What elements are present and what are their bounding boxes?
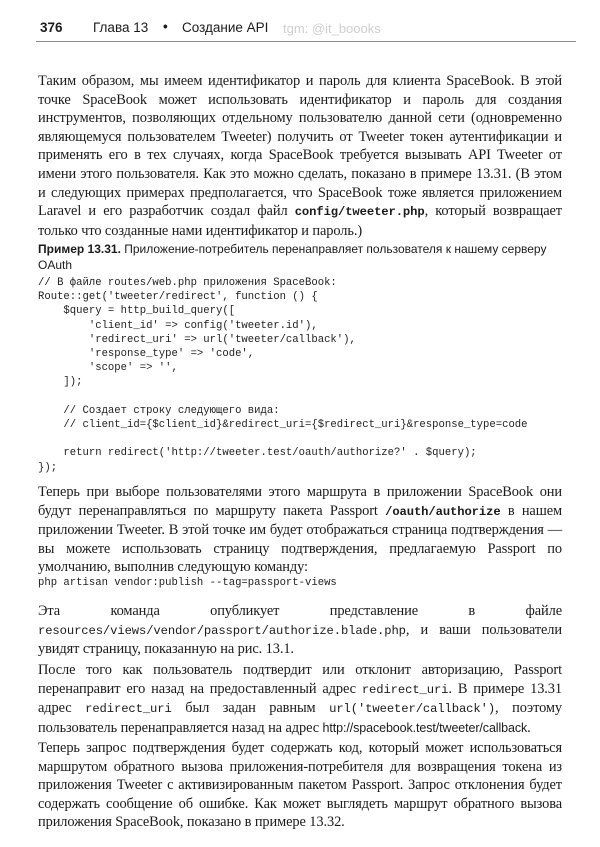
paragraph-publish-a: Эта команда опубликует представление в файле [38,603,562,619]
redirect-uri-code-2: redirect_uri [85,702,172,717]
paragraph-callback-d: , поэтому пользователь перенаправляется назад на адрес [38,700,562,736]
paragraph-approval: Теперь запрос подтверждения будет содержать код, который может использоваться маршрутом обратного вызова приложения-потребителя для возвращения токена из приложения Tweeter с активизированным пакетом Passport. Запрос отклонения будет содержать сообщение об ошибке. Как может выглядеть маршрут обратного вызова приложения SpaceBook, показано в примере 13.32. [38,740,562,831]
running-header [36,16,576,42]
paragraph-redirect [38,483,562,577]
paragraph-callback-c: был задан равным [171,700,330,717]
example-caption [38,242,558,273]
view-file-path: resources/views/vendor/passport/authorize.blade.php [38,623,406,638]
paragraph-callback [38,661,562,737]
code-listing: // В файле routes/web.php приложения SpaceBook: Route::get('tweeter/redirect', function () { $query = http_build_query([ 'client_id' => config('tweeter.id'), 'redirect_uri' => url('tweeter/callback'), 'response_type' => 'code', 'scope' => '', ]); // Создает строку следующего вида: // client_id={$client_id}&redirect_uri={$redirect_uri}&response_type=code return redirect('http://tweeter.test/oauth/authorize?' . $query); }); [38,277,528,474]
config-file-path: config/tweeter.php [294,205,425,220]
callback-url-code: url('tweeter/callback') [329,702,496,717]
paragraph-callback-b: . В примере 13.31 адрес [38,680,562,717]
paragraph-redirect-b: в нашем приложении Tweeter. В этой точке им будет отображаться страница подтверждения — вы можете использовать страницу подтверждения, предлагаемую Passport по умолчанию, выполнив следующую команду: [38,502,562,576]
callback-url: http://spacebook.test/tweeter/callback [322,720,528,735]
watermark: tgm: @it_boooks [283,21,381,36]
example-label: Пример 13.31. [38,242,121,256]
paragraph-callback-e: . [527,719,531,736]
chapter-title: Создание API [182,20,269,35]
paragraph-redirect-a: Теперь при выборе пользователями этого маршрута в приложении SpaceBook они будут перенаправляться по маршруту пакета Passport [38,484,562,519]
paragraph-intro [38,72,562,240]
paragraph-intro-end: , который возвращает только что созданные нами идентификатор и пароль.) [38,203,562,239]
oauth-route: /oauth/authorize [385,504,501,519]
chapter-label: Глава 13 [93,20,149,35]
paragraph-publish-b: , и ваши пользователи увидят страницу, показанную на рис. 13.1. [38,621,562,658]
header-rule [36,41,576,42]
redirect-uri-code-1: redirect_uri [361,682,449,697]
page-number: 376 [40,20,63,35]
paragraph-publish [38,602,562,659]
header-bullet: • [163,19,168,34]
paragraph-callback-a: После того как пользователь подтвердит или отклонит авторизацию, Passport перенаправит его назад на предоставленный адрес [38,662,562,697]
artisan-command: php artisan vendor:publish --tag=passport-views [38,577,337,589]
paragraph-intro-text: Таким образом, мы имеем идентификатор и пароль для клиента SpaceBook. В этой точке SpaceBook может использовать идентификатор и пароль для создания инструментов, позволяющих отдельному пользователю данной сети (одновременно являющемуся пользователем Tweeter) получить от Tweeter токен аутентификации и применять его в тех случаях, когда SpaceBook требуется вызывать API Tweeter от имени этого пользователя. Как это можно сделать, показано в примере 13.31. (В этом и следующих примерах предполагается, что SpaceBook тоже является приложением Laravel и его разработчик создал файл [38,73,562,220]
example-caption-text: Приложение-потребитель перенаправляет пользователя к нашему серверу OAuth [38,242,547,272]
